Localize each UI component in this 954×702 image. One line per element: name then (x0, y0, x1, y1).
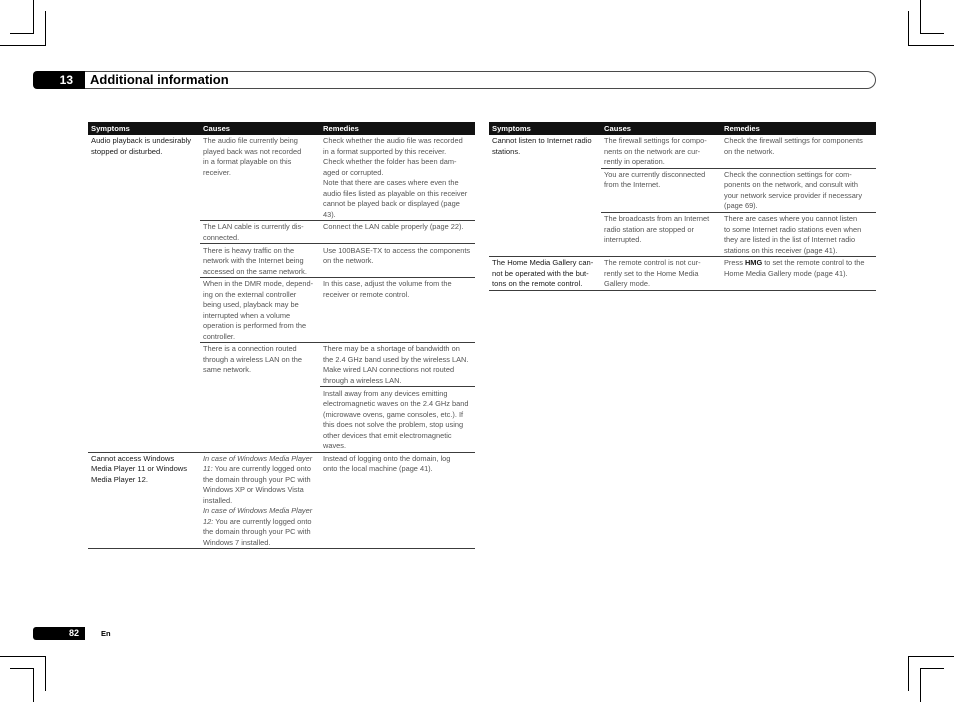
symptom-group (489, 135, 876, 257)
column-header-causes: Causes (203, 124, 231, 133)
text-line: this does not solve the problem, stop using (323, 420, 464, 430)
text-line (203, 464, 320, 475)
cause-cell (200, 278, 320, 342)
remedy-cell (721, 169, 876, 212)
text-line: played back was not recorded (203, 146, 302, 156)
text-line: onto the local machine (page 41). (323, 464, 433, 474)
symptom-cell (88, 453, 200, 549)
text-line: not be operated with the but- (492, 268, 589, 278)
crop-mark (920, 33, 944, 34)
remedy-cell (320, 343, 475, 387)
symptom-cell (489, 135, 601, 256)
text-line: through a wireless LAN. (323, 375, 402, 385)
cause-row (601, 135, 876, 169)
cause-cell (601, 213, 721, 256)
remedies-column (320, 135, 475, 220)
remedy-cell (320, 387, 475, 451)
text-line (203, 506, 320, 517)
text-line: stations on this receiver (page 41). (724, 245, 838, 255)
text-line: When in the DMR mode, depend- (203, 279, 314, 289)
crop-mark (920, 668, 921, 702)
symptom-group (489, 257, 876, 291)
text-line: There are cases where you cannot listen (724, 214, 858, 224)
text-line: The audio file currently being (203, 136, 298, 146)
symptom-cell (88, 135, 200, 452)
remedy-cell (721, 257, 876, 279)
text-line: The broadcasts from an Internet (604, 214, 710, 224)
remedies-column (320, 244, 475, 277)
text-line: they are listed in the list of Internet radio (724, 235, 856, 245)
cause-row (200, 453, 475, 549)
text-line: Check the firewall settings for components (724, 136, 863, 146)
text-line: accessed on the same network. (203, 266, 307, 276)
remedies-column (721, 213, 876, 256)
column-header-remedies: Remedies (323, 124, 359, 133)
chapter-title-bar (84, 71, 876, 89)
remedies-column (721, 169, 876, 212)
troubleshooting-table-right (489, 122, 876, 291)
text-line: Use 100BASE-TX to access the components (323, 245, 471, 255)
text-line: In this case, adjust the volume from the (323, 279, 452, 289)
text-line: The Home Media Gallery can- (492, 258, 594, 268)
text-line: electromagnetic waves on the 2.4 GHz band (323, 399, 469, 409)
text-line: The remote control is not cur- (604, 258, 701, 268)
text-line: ing on the external controller (203, 289, 297, 299)
text-line: cannot be played back or displayed (page (323, 199, 460, 209)
text-line: other devices that emit electromagnetic (323, 430, 452, 440)
column-header-causes: Causes (604, 124, 632, 133)
chapter-title: Additional information (90, 72, 229, 87)
cause-cell (200, 343, 320, 451)
text-line (203, 454, 320, 465)
remedies-column (721, 257, 876, 290)
text-line: (microwave ovens, game consoles, etc.). If (323, 409, 464, 419)
cause-cell (200, 221, 320, 243)
remedy-cell (320, 244, 475, 266)
causes-column (601, 257, 876, 290)
language-label: En (101, 629, 111, 638)
text-line: on the network. (323, 256, 374, 266)
text-line: rently in operation. (604, 157, 665, 167)
cause-row (200, 221, 475, 244)
remedy-cell (721, 213, 876, 256)
column-header-symptoms: Symptoms (492, 124, 531, 133)
text-line: tons on the remote control. (492, 279, 583, 289)
remedy-cell (320, 221, 475, 233)
text-line: Check whether the folder has been dam- (323, 157, 457, 167)
text-line: receiver or remote control. (323, 289, 410, 299)
table-header-row (88, 122, 475, 135)
text-line: in a format supported by this receiver. (323, 146, 447, 156)
text-line: There may be a shortage of bandwidth on (323, 344, 460, 354)
text-segment: 12: (203, 516, 214, 526)
crop-mark (920, 0, 921, 34)
text-line: waves. (323, 441, 347, 451)
text-line: in a format playable on this (203, 157, 292, 167)
remedy-cell (721, 135, 876, 157)
text-line: nents on the network are cur- (604, 146, 701, 156)
remedies-column (721, 135, 876, 168)
cause-cell (601, 135, 721, 168)
causes-column (601, 135, 876, 256)
remedies-column (320, 221, 475, 243)
text-line: Home Media Gallery mode (page 41). (724, 268, 848, 278)
text-line: Make wired LAN connections not routed (323, 365, 455, 375)
text-line (724, 258, 876, 269)
text-line: interrupted. (604, 235, 642, 245)
text-line: audio files listed as playable on this receiver (323, 188, 468, 198)
text-line: network with the Internet being (203, 256, 304, 266)
crop-mark (0, 656, 46, 657)
text-line: controller. (203, 331, 236, 341)
crop-mark (45, 656, 46, 691)
cause-cell (601, 257, 721, 290)
text-line: operation is performed from the (203, 321, 307, 331)
text-line: the domain through your PC with (203, 527, 311, 537)
text-line: Instead of logging onto the domain, log (323, 453, 451, 463)
text-line: Windows 7 installed. (203, 537, 271, 547)
crop-mark (33, 0, 34, 34)
cause-cell (200, 244, 320, 277)
cause-row (601, 213, 876, 256)
text-line: You are currently disconnected (604, 169, 706, 179)
text-line: Cannot listen to Internet radio (492, 136, 592, 146)
crop-mark (908, 656, 909, 691)
column-header-remedies: Remedies (724, 124, 760, 133)
text-line: stopped or disturbed. (91, 146, 163, 156)
text-line: Connect the LAN cable properly (page 22). (323, 222, 464, 232)
text-line: to some Internet radio stations even when (724, 224, 862, 234)
text-line: Media Player 11 or Windows (91, 464, 188, 474)
column-header-symptoms: Symptoms (91, 124, 130, 133)
text-line: Media Player 12. (91, 474, 148, 484)
text-segment: HMG (744, 258, 763, 268)
cause-row (601, 257, 876, 290)
page-number: 82 (33, 627, 85, 640)
symptom-group (88, 453, 475, 550)
crop-mark (45, 11, 46, 46)
text-line: rently set to the Home Media (604, 268, 699, 278)
text-line: (page 69). (724, 201, 758, 211)
cause-row (200, 135, 475, 221)
crop-mark (10, 33, 34, 34)
text-line: interrupted when a volume (203, 310, 291, 320)
text-line: Audio playback is undesirably (91, 136, 192, 146)
text-segment: You are currently logged onto (212, 464, 311, 474)
text-line: from the Internet. (604, 180, 661, 190)
causes-column (200, 453, 475, 549)
text-line (203, 517, 320, 528)
text-line: installed. (203, 495, 233, 505)
remedy-cell (320, 278, 475, 300)
remedies-column (320, 343, 475, 451)
text-line: on the network. (724, 146, 775, 156)
text-segment: You are currently logged onto (213, 516, 312, 526)
crop-mark (908, 656, 954, 657)
text-line: There is heavy traffic on the (203, 245, 295, 255)
crop-mark (908, 11, 909, 46)
text-line: aged or corrupted. (323, 167, 384, 177)
chapter-number: 13 (33, 71, 85, 89)
cause-row (200, 343, 475, 451)
text-line: radio station are stopped or (604, 224, 694, 234)
text-line: Note that there are cases where even the (323, 178, 459, 188)
crop-mark (10, 668, 34, 669)
remedies-column (320, 453, 475, 549)
text-line: The LAN cable is currently dis- (203, 222, 304, 232)
text-line: receiver. (203, 167, 231, 177)
symptom-cell (489, 257, 601, 290)
text-line: the 2.4 GHz band used by the wireless LAN. (323, 354, 469, 364)
symptom-group (88, 135, 475, 453)
table-body (489, 135, 876, 291)
text-segment: 11: (203, 464, 213, 474)
crop-mark (908, 45, 954, 46)
table-header-row (489, 122, 876, 135)
text-line: The firewall settings for compo- (604, 136, 707, 146)
text-line: Gallery mode. (604, 279, 651, 289)
text-line: the domain through your PC with (203, 474, 311, 484)
text-line: 43). (323, 209, 336, 219)
cause-row (200, 278, 475, 343)
cause-cell (601, 169, 721, 212)
text-line: There is a connection routed (203, 344, 297, 354)
text-segment: to set the remote control to the (762, 258, 865, 268)
remedies-column (320, 278, 475, 342)
text-line: Check whether the audio file was recorded (323, 136, 463, 146)
text-segment: Press (724, 258, 745, 268)
text-segment: In case of Windows Media Player (203, 506, 313, 516)
remedy-cell (320, 135, 475, 220)
text-line: being used, playback may be (203, 300, 299, 310)
text-line: Windows XP or Windows Vista (203, 485, 304, 495)
troubleshooting-table-left (88, 122, 475, 549)
crop-mark (0, 45, 46, 46)
text-line: Install away from any devices emitting (323, 388, 448, 398)
text-line: Cannot access Windows (91, 453, 175, 463)
cause-row (601, 169, 876, 213)
crop-mark (920, 668, 944, 669)
text-line: ponents on the network, and consult with (724, 180, 858, 190)
cause-cell (200, 453, 320, 549)
cause-row (200, 244, 475, 278)
remedy-cell (320, 453, 475, 475)
text-line: stations. (492, 146, 521, 156)
table-body (88, 135, 475, 549)
causes-column (200, 135, 475, 452)
text-segment: In case of Windows Media Player (203, 453, 313, 463)
text-line: Check the connection settings for com- (724, 169, 852, 179)
text-line: through a wireless LAN on the (203, 354, 303, 364)
text-line: connected. (203, 232, 240, 242)
text-line: your network service provider if necessary (724, 190, 863, 200)
text-line: same network. (203, 365, 252, 375)
crop-mark (33, 668, 34, 702)
cause-cell (200, 135, 320, 220)
